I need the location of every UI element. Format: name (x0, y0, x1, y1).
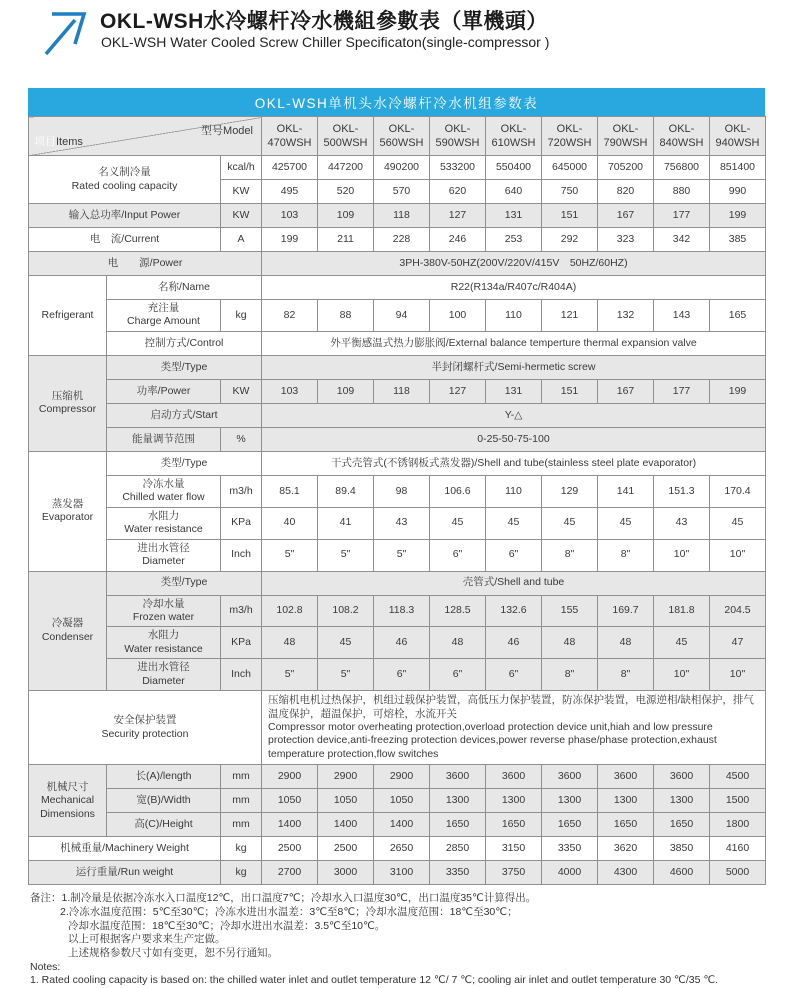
value-cell: 94 (374, 300, 430, 332)
value-cell: 3600 (430, 765, 486, 789)
value-cell: 3000 (318, 861, 374, 885)
group-cell: Refrigerant (29, 276, 107, 356)
table-row (29, 861, 766, 885)
value-cell: 8" (598, 659, 654, 691)
value-cell: 88 (318, 300, 374, 332)
value-cell: 110 (486, 475, 542, 507)
span-value-cell: 干式壳管式(不锈钢板式蒸发器)/Shell and tube(stainless steel plate evaporator) (262, 451, 766, 475)
row-label-cell: 安全保护装置 Security protection (29, 691, 262, 765)
row-label-cell: 名义制冷量 Rated cooling capacity (29, 156, 221, 204)
span-value-cell: 半封闭螺杆式/Semi-hermetic screw (262, 355, 766, 379)
value-cell: 645000 (542, 156, 598, 180)
value-cell: 129 (542, 475, 598, 507)
value-cell: 6" (430, 659, 486, 691)
value-cell: 98 (374, 475, 430, 507)
unit-cell: mm (221, 765, 262, 789)
table-row (29, 355, 766, 379)
value-cell: 110 (486, 300, 542, 332)
value-cell: 246 (430, 228, 486, 252)
unit-cell: KW (221, 379, 262, 403)
unit-cell: kg (221, 300, 262, 332)
value-cell: 165 (710, 300, 766, 332)
value-cell: 6" (374, 659, 430, 691)
value-cell: 211 (318, 228, 374, 252)
value-cell: 132.6 (486, 595, 542, 627)
span-value-cell: 3PH-380V-50HZ(200V/220V/415V 50HZ/60HZ) (262, 252, 766, 276)
value-cell: 705200 (598, 156, 654, 180)
unit-cell: KPa (221, 507, 262, 539)
unit-cell: mm (221, 789, 262, 813)
value-cell: 167 (598, 204, 654, 228)
value-cell: 6" (486, 659, 542, 691)
value-cell: 46 (374, 627, 430, 659)
model-header-cell: OKL-610WSH (486, 117, 542, 156)
value-cell: 103 (262, 379, 318, 403)
value-cell: 385 (710, 228, 766, 252)
row-label-cell: 长(A)/length (107, 765, 221, 789)
table-row (29, 837, 766, 861)
unit-cell: KW (221, 204, 262, 228)
table-row (29, 379, 766, 403)
value-cell: 1400 (318, 813, 374, 837)
value-cell: 45 (598, 507, 654, 539)
value-cell: 1650 (430, 813, 486, 837)
unit-cell: Inch (221, 539, 262, 571)
note-line: 上述规格参数尺寸如有变更，恕不另行通知。 (68, 946, 278, 959)
value-cell: 1400 (374, 813, 430, 837)
diagonal-header-cell (29, 117, 262, 156)
value-cell: 143 (654, 300, 710, 332)
value-cell: 3600 (486, 765, 542, 789)
model-label: 型号Model (201, 125, 253, 137)
value-cell: 45 (486, 507, 542, 539)
value-cell: 5000 (710, 861, 766, 885)
value-cell: 127 (430, 204, 486, 228)
row-label-cell: 运行重量/Run weight (29, 861, 221, 885)
value-cell: 1050 (318, 789, 374, 813)
value-cell: 640 (486, 180, 542, 204)
value-cell: 106.6 (430, 475, 486, 507)
row-label-cell: 机械重量/Machinery Weight (29, 837, 221, 861)
row-label-cell: 启动方式/Start (107, 403, 262, 427)
table-row (29, 228, 766, 252)
value-cell: 170.4 (710, 475, 766, 507)
value-cell: 490200 (374, 156, 430, 180)
note-line: 备注：1.制冷量是依据冷冻水入口温度12℃，出口温度7℃；冷却水入口温度30℃，出口温度35℃计算得出。 (30, 892, 537, 905)
value-cell: 199 (262, 228, 318, 252)
unit-cell: KW (221, 180, 262, 204)
value-cell: 2500 (318, 837, 374, 861)
unit-cell: m3/h (221, 595, 262, 627)
value-cell: 1800 (710, 813, 766, 837)
row-label-cell: 进出水管径 Diameter (107, 539, 221, 571)
value-cell: 323 (598, 228, 654, 252)
value-cell: 228 (374, 228, 430, 252)
value-cell: 550400 (486, 156, 542, 180)
note-line: 2.冷冻水温度范围：5℃至30℃；冷冻水进出水温差：3℃至8℃；冷却水温度范围：18℃至30℃； (60, 905, 518, 918)
value-cell: 48 (542, 627, 598, 659)
table-row (29, 789, 766, 813)
value-cell: 45 (654, 627, 710, 659)
value-cell: 253 (486, 228, 542, 252)
value-cell: 1050 (374, 789, 430, 813)
value-cell: 48 (430, 627, 486, 659)
value-cell: 181.8 (654, 595, 710, 627)
table-row (29, 813, 766, 837)
model-header-cell: OKL-590WSH (430, 117, 486, 156)
value-cell: 155 (542, 595, 598, 627)
table-row (29, 156, 766, 180)
unit-cell: kcal/h (221, 156, 262, 180)
span-value-cell: 壳管式/Shell and tube (262, 571, 766, 595)
items-label-watermark: 项目 (34, 135, 56, 148)
spec-table-body (29, 156, 766, 885)
arrow-logo-icon (44, 9, 88, 57)
value-cell: 3350 (542, 837, 598, 861)
note-line: Notes: (30, 960, 61, 973)
span-value-cell: R22(R134a/R407c/R404A) (262, 276, 766, 300)
value-cell: 128.5 (430, 595, 486, 627)
value-cell: 108.2 (318, 595, 374, 627)
value-cell: 342 (654, 228, 710, 252)
note-line: 以上可根据客户要求来生产定做。 (68, 933, 226, 946)
value-cell: 4000 (542, 861, 598, 885)
row-label-cell: 电 流/Current (29, 228, 221, 252)
value-cell: 3600 (654, 765, 710, 789)
model-header-row (29, 117, 766, 156)
table-row (29, 300, 766, 332)
value-cell: 4600 (654, 861, 710, 885)
value-cell: 4300 (598, 861, 654, 885)
value-cell: 118.3 (374, 595, 430, 627)
table-row (29, 691, 766, 765)
row-label-cell: 高(C)/Height (107, 813, 221, 837)
value-cell: 756800 (654, 156, 710, 180)
value-cell: 43 (654, 507, 710, 539)
value-cell: 169.7 (598, 595, 654, 627)
value-cell: 1400 (262, 813, 318, 837)
table-row (29, 571, 766, 595)
group-cell: 机械尺寸 Mechanical Dimensions (29, 765, 107, 837)
model-header-cell: OKL-500WSH (318, 117, 374, 156)
value-cell: 85.1 (262, 475, 318, 507)
value-cell: 167 (598, 379, 654, 403)
table-row (29, 507, 766, 539)
spec-table (28, 116, 766, 885)
value-cell: 41 (318, 507, 374, 539)
table-row (29, 403, 766, 427)
value-cell: 46 (486, 627, 542, 659)
value-cell: 4500 (710, 765, 766, 789)
table-row (29, 276, 766, 300)
value-cell: 6" (430, 539, 486, 571)
value-cell: 45 (318, 627, 374, 659)
unit-cell: Inch (221, 659, 262, 691)
value-cell: 1500 (710, 789, 766, 813)
value-cell: 45 (542, 507, 598, 539)
value-cell: 5" (318, 539, 374, 571)
value-cell: 131 (486, 204, 542, 228)
value-cell: 5" (374, 539, 430, 571)
value-cell: 5" (262, 659, 318, 691)
row-label-cell: 类型/Type (107, 355, 262, 379)
value-cell: 1300 (598, 789, 654, 813)
unit-cell: m3/h (221, 475, 262, 507)
value-cell: 990 (710, 180, 766, 204)
value-cell: 109 (318, 379, 374, 403)
value-cell: 1050 (262, 789, 318, 813)
value-cell: 151 (542, 379, 598, 403)
unit-cell: A (221, 228, 262, 252)
value-cell: 131 (486, 379, 542, 403)
value-cell: 3850 (654, 837, 710, 861)
value-cell: 151 (542, 204, 598, 228)
banner-title: OKL-WSH单机头水冷螺杆冷水机组参数表 (254, 96, 539, 111)
value-cell: 5" (262, 539, 318, 571)
value-cell: 127 (430, 379, 486, 403)
value-cell: 3350 (430, 861, 486, 885)
table-row (29, 451, 766, 475)
row-label-cell: 能量调节范围 (107, 427, 221, 451)
table-row (29, 475, 766, 507)
value-cell: 4160 (710, 837, 766, 861)
model-header-cell: OKL-940WSH (710, 117, 766, 156)
value-cell: 880 (654, 180, 710, 204)
row-label-cell: 水阻力 Water resistance (107, 627, 221, 659)
unit-cell: mm (221, 813, 262, 837)
unit-cell: kg (221, 837, 262, 861)
unit-cell: kg (221, 861, 262, 885)
table-row (29, 627, 766, 659)
value-cell: 118 (374, 379, 430, 403)
value-cell: 2850 (430, 837, 486, 861)
value-cell: 100 (430, 300, 486, 332)
table-row (29, 595, 766, 627)
model-header-cell: OKL-560WSH (374, 117, 430, 156)
value-cell: 1300 (486, 789, 542, 813)
value-cell: 820 (598, 180, 654, 204)
value-cell: 1650 (542, 813, 598, 837)
value-cell: 40 (262, 507, 318, 539)
row-label-cell: 冷冻水量 Chilled water flow (107, 475, 221, 507)
row-label-cell: 宽(B)/Width (107, 789, 221, 813)
row-label-cell: 充注量 Charge Amount (107, 300, 221, 332)
value-cell: 1300 (654, 789, 710, 813)
row-label-cell: 电 源/Power (29, 252, 262, 276)
value-cell: 109 (318, 204, 374, 228)
span-value-cell: Y-△ (262, 403, 766, 427)
value-cell: 1300 (430, 789, 486, 813)
row-label-cell: 进出水管径 Diameter (107, 659, 221, 691)
value-cell: 447200 (318, 156, 374, 180)
note-line: 冷却水温度范围：18℃至30℃；冷却水进出水温差：3.5℃至10℃。 (68, 919, 386, 932)
value-cell: 2900 (374, 765, 430, 789)
row-label-cell: 冷却水量 Frozen water (107, 595, 221, 627)
value-cell: 3620 (598, 837, 654, 861)
span-value-cell: 压缩机电机过热保护，机组过载保护装置，高低压力保护装置，防冻保护装置，电源逆相/缺相保护，排气温度保护，超温保护，可熔栓，水流开关 Compressor motor overheating protection,overload protection device unit,hiah and low pressure protection device,anti-freezing protection devices,power reverse phase/phase protection,exhaust temperature protection,flow switches (262, 691, 766, 765)
spec-sheet (28, 88, 765, 988)
value-cell: 1650 (654, 813, 710, 837)
value-cell: 8" (598, 539, 654, 571)
value-cell: 177 (654, 204, 710, 228)
model-header-cell: OKL-790WSH (598, 117, 654, 156)
group-cell: 压缩机 Compressor (29, 355, 107, 451)
value-cell: 1650 (486, 813, 542, 837)
table-row (29, 252, 766, 276)
value-cell: 495 (262, 180, 318, 204)
value-cell: 2700 (262, 861, 318, 885)
table-row (29, 765, 766, 789)
value-cell: 103 (262, 204, 318, 228)
row-label-cell: 类型/Type (107, 451, 262, 475)
value-cell: 204.5 (710, 595, 766, 627)
value-cell: 89.4 (318, 475, 374, 507)
row-label-cell: 功率/Power (107, 379, 221, 403)
banner (28, 88, 765, 116)
value-cell: 177 (654, 379, 710, 403)
value-cell: 43 (374, 507, 430, 539)
value-cell: 10" (710, 539, 766, 571)
value-cell: 2900 (262, 765, 318, 789)
table-row (29, 331, 766, 355)
row-label-cell: 水阻力 Water resistance (107, 507, 221, 539)
value-cell: 3600 (598, 765, 654, 789)
value-cell: 141 (598, 475, 654, 507)
value-cell: 620 (430, 180, 486, 204)
value-cell: 570 (374, 180, 430, 204)
table-row (29, 427, 766, 451)
value-cell: 132 (598, 300, 654, 332)
value-cell: 1300 (542, 789, 598, 813)
value-cell: 8" (542, 659, 598, 691)
value-cell: 118 (374, 204, 430, 228)
row-label-cell: 名称/Name (107, 276, 262, 300)
value-cell: 48 (262, 627, 318, 659)
value-cell: 10" (654, 539, 710, 571)
group-cell: 冷凝器 Condenser (29, 571, 107, 691)
model-header-cell: OKL-840WSH (654, 117, 710, 156)
note-line: 1. Rated cooling capacity is based on: the chilled water inlet and outlet temperature 12 ℃/ 7 ℃; cooling air inlet and outlet temperature 30 ℃/35 ℃. (30, 974, 719, 987)
group-cell: 蒸发器 Evaporator (29, 451, 107, 571)
value-cell: 82 (262, 300, 318, 332)
value-cell: 151.3 (654, 475, 710, 507)
value-cell: 5" (318, 659, 374, 691)
row-label-cell: 输入总功率/Input Power (29, 204, 221, 228)
span-value-cell: 外平衡感温式热力膨胀阀/External balance temperture thermal expansion valve (262, 331, 766, 355)
page-title: OKL-WSH水冷螺杆冷水機組參數表（單機頭） (100, 10, 548, 33)
value-cell: 48 (598, 627, 654, 659)
value-cell: 199 (710, 379, 766, 403)
table-row (29, 659, 766, 691)
value-cell: 102.8 (262, 595, 318, 627)
value-cell: 3750 (486, 861, 542, 885)
value-cell: 750 (542, 180, 598, 204)
value-cell: 47 (710, 627, 766, 659)
table-row (29, 539, 766, 571)
value-cell: 121 (542, 300, 598, 332)
value-cell: 2500 (262, 837, 318, 861)
value-cell: 199 (710, 204, 766, 228)
notes (28, 892, 765, 987)
model-header-cell: OKL-470WSH (262, 117, 318, 156)
row-label-cell: 类型/Type (107, 571, 262, 595)
value-cell: 45 (710, 507, 766, 539)
row-label-cell: 控制方式/Control (107, 331, 262, 355)
value-cell: 425700 (262, 156, 318, 180)
value-cell: 3150 (486, 837, 542, 861)
value-cell: 3100 (374, 861, 430, 885)
value-cell: 533200 (430, 156, 486, 180)
value-cell: 520 (318, 180, 374, 204)
value-cell: 292 (542, 228, 598, 252)
value-cell: 10" (710, 659, 766, 691)
value-cell: 6" (486, 539, 542, 571)
value-cell: 1650 (598, 813, 654, 837)
value-cell: 2900 (318, 765, 374, 789)
value-cell: 45 (430, 507, 486, 539)
value-cell: 3600 (542, 765, 598, 789)
table-row (29, 204, 766, 228)
value-cell: 8" (542, 539, 598, 571)
unit-cell: % (221, 427, 262, 451)
value-cell: 851400 (710, 156, 766, 180)
page-subtitle: OKL-WSH Water Cooled Screw Chiller Specificaton(single-compressor ) (101, 34, 550, 50)
value-cell: 2650 (374, 837, 430, 861)
span-value-cell: 0-25-50-75-100 (262, 427, 766, 451)
unit-cell: KPa (221, 627, 262, 659)
value-cell: 10" (654, 659, 710, 691)
model-header-cell: OKL-720WSH (542, 117, 598, 156)
items-label: 项目Items (34, 135, 83, 148)
